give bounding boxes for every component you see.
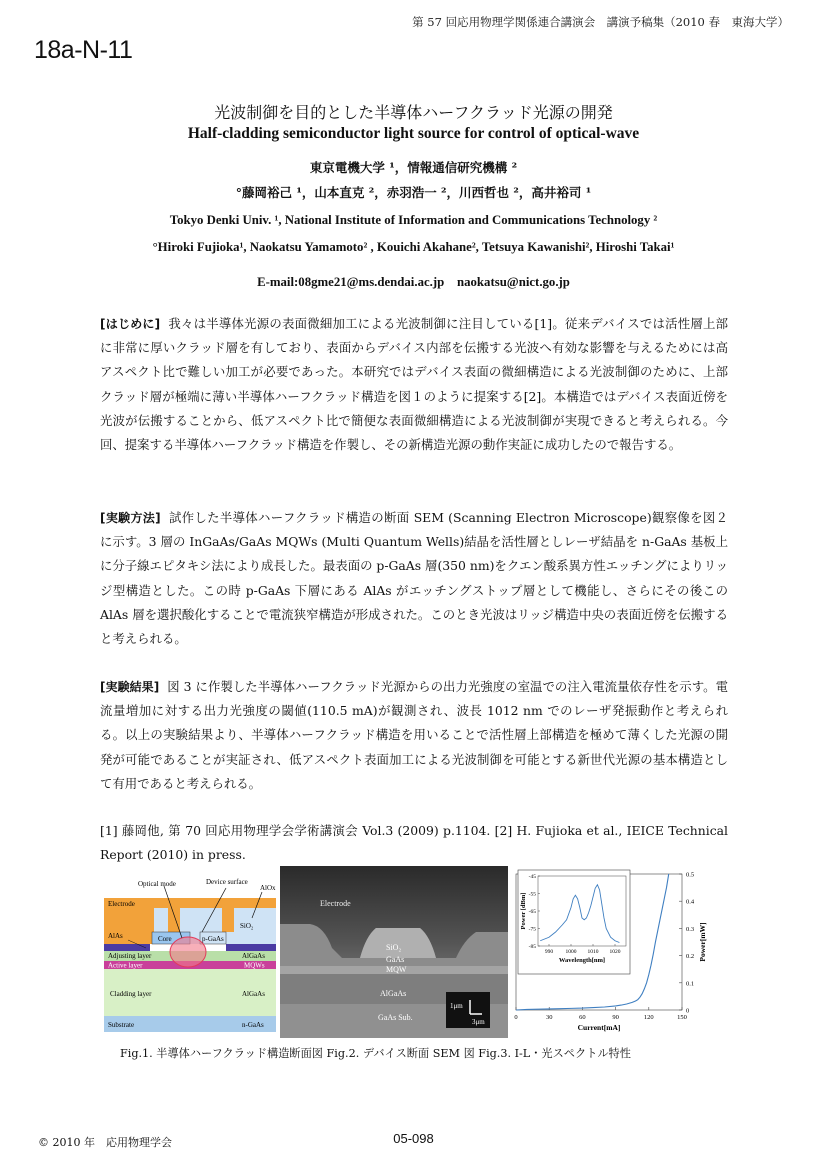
fig1-algaas2-label: AlGaAs <box>242 990 265 998</box>
fig1-alas-left <box>104 944 150 951</box>
fig2-gaas-label: GaAs <box>386 955 405 964</box>
fig1-adjusting-label: Adjusting layer <box>108 952 152 960</box>
fig1-electrode-right <box>222 908 234 932</box>
inset-y-tick-label: -85 <box>528 944 536 950</box>
inset-y-tick-label: -45 <box>528 874 536 880</box>
inset-y-tick-label: -55 <box>528 891 536 898</box>
paper-code: 18a-N-11 <box>34 36 133 64</box>
fig1-cladding-label: Cladding layer <box>110 990 152 998</box>
section-heading: [実験方法] <box>100 511 161 525</box>
x-tick-label: 30 <box>545 1014 553 1021</box>
section-method <box>100 506 728 651</box>
email-line: E-mail:08gme21@ms.dendai.ac.jp naokatsu@nict.go.jp <box>257 275 570 289</box>
fig2-scale1-label: 1μm <box>450 1002 463 1010</box>
fig1-electrode-mid <box>168 908 180 932</box>
affiliations-japanese: 東京電機大学 ¹，情報通信研究機構 ² <box>309 160 518 175</box>
fig1-active-label: Active layer <box>108 961 143 970</box>
fig3-il-chart <box>508 866 727 1038</box>
inset-x-axis-label: Wavelength[nm] <box>558 957 606 964</box>
y-tick-label: 0 <box>686 1007 690 1015</box>
y-tick-label: 0.2 <box>686 953 695 961</box>
y-tick-label: 0.3 <box>686 925 695 933</box>
fig1-alas-right <box>226 944 276 951</box>
x-tick-label: 0 <box>514 1014 518 1021</box>
fig2-substrate-label: GaAs Sub. <box>378 1013 413 1022</box>
fig1-substrate-label: Substrate <box>108 1021 135 1029</box>
x-axis-label: Current[mA] <box>577 1023 621 1032</box>
authors-japanese: °藤岡裕己 ¹，山本直克 ²，赤羽浩一 ²，川西哲也 ²，高井裕司 ¹ <box>235 185 592 200</box>
section-body: 試作した半導体ハーフクラッド構造の断面 SEM (Scanning Electron Microscope)観察像を図２に示す。3 層の InGaAs/GaAs MQWs (Multi Quantum Wells)結晶を活性層としレーザ結晶を n-GaAs 基板上に分子線エピタキシ法により成長した。最表面の p-GaAs 層(350 nm)をクエン酸系異方性エッチングによりリッジ型構造とした。この時 p-GaAs 下層にある AlAs がエッチングストップ層として機能し、さらにその後この AlAs 層を選択酸化することで電流狭窄構造が形成された。このとき光波はリッジ構造中央の表面近傍を伝搬すると考えられる。 <box>100 510 728 647</box>
fig1-structure-diagram <box>102 866 280 1038</box>
fig1-algaas1-label: AlGaAs <box>242 952 265 960</box>
y-tick-label: 0.4 <box>686 898 695 906</box>
inset-x-tick-label: 1010 <box>587 949 599 955</box>
fig1-alas-label: AlAs <box>108 932 123 940</box>
y-axis-label: Power[mW] <box>698 922 707 962</box>
fig2-scale2-label: 3μm <box>472 1018 485 1026</box>
inset-y-axis-label: Power [dBm] <box>520 892 527 930</box>
x-tick-label: 120 <box>643 1014 654 1021</box>
section-body: 図 3 に作製した半導体ハーフクラッド光源からの出力光強度の室温での注入電流量依存性を示す。電流量増加に対する出力光強度の閾値(110.5 mA)が観測され、波長 1012 nm でのレーザ発振動作と考えられる。以上の実験結果より、半導体ハーフクラッド構造を用いることで活性層上部構造を極めて薄くした光源の開発が可能であることが実証され、低アスペクト表面加工による光波制御を可能とする新世代光源の基本構造として有用であると考えられる。 <box>100 679 728 791</box>
fig2-mqw-label: MQW <box>386 965 407 974</box>
inset-x-tick-label: 990 <box>544 949 554 955</box>
copyright: © 2010 年 応用物理学会 <box>38 1136 172 1149</box>
fig2-electrode-label: Electrode <box>320 899 351 908</box>
fig1-optical-mode-label: Optical mode <box>138 880 176 888</box>
fig1-ngaas-label: n-GaAs <box>242 1021 264 1029</box>
section-heading: [実験結果] <box>100 680 160 694</box>
inset-y-tick-label: -75 <box>528 926 536 933</box>
fig1-alox-label: AlOx <box>260 884 276 892</box>
y-tick-label: 0.1 <box>686 980 695 988</box>
fig1-electrode-label: Electrode <box>108 900 135 908</box>
figure-row <box>102 866 727 1038</box>
x-tick-label: 150 <box>677 1014 687 1021</box>
fig2-sem-image <box>280 866 508 1038</box>
chart-inset-spectrum <box>518 870 630 974</box>
fig1-sio2-label: SiO₂ <box>240 922 254 930</box>
x-tick-label: 60 <box>579 1014 586 1021</box>
x-tick-label: 90 <box>612 1014 619 1021</box>
title-japanese: 光波制御を目的とした半導体ハーフクラッド光源の開発 <box>214 103 613 122</box>
inset-x-tick-label: 1020 <box>609 949 621 955</box>
fig1-optical-mode <box>170 937 206 967</box>
fig2-algaas-label: AlGaAs <box>380 989 407 998</box>
section-results <box>100 675 728 796</box>
references: [1] 藤岡他, 第 70 回応用物理学会学術講演会 Vol.3 (2009) p.1104. [2] H. Fujioka et al., IEICE Technical Report (2010) in press. <box>100 823 728 863</box>
page-number: 05-098 <box>393 1131 434 1146</box>
section-body: 我々は半導体光源の表面微細加工による光波制御に注目している[1]。従来デバイスでは活性層上部に非常に厚いクラッド層を有しており、表面からデバイス内部を伝搬する光波へ有効な影響を与えるためには高アスペクト比で難しい加工が必要であった。本研究ではデバイス表面の微細構造による光波制御のために、上部クラッド層が極端に薄い半導体ハーフクラッド構造を図１のように提案する[2]。本構造ではデバイス表面近傍を光波が伝搬することから、低アスペクト比で簡便な表面微細構造による光波制御が実現できると考えられる。今回、提案する半導体ハーフクラッド構造を作製し、その新構造光源の動作実証に成功したので報告する。 <box>100 316 728 453</box>
section-heading: [はじめに] <box>100 317 161 331</box>
title-english: Half-cladding semiconductor light source for control of optical-wave <box>187 125 640 142</box>
figure-caption: Fig.1. 半導体ハーフクラッド構造断面図 Fig.2. デバイス断面 SEM 図 Fig.3. I-L・光スペクトル特性 <box>120 1047 631 1060</box>
fig1-core-label: Core <box>158 935 172 943</box>
fig1-mqws-label: MQWs <box>244 961 265 970</box>
fig1-pgaas-label: p-GaAs <box>202 935 224 943</box>
inset-x-tick-label: 1000 <box>565 949 577 955</box>
fig2-sio2-label: SiO₂ <box>386 943 402 952</box>
authors-english: °Hiroki Fujioka¹, Naokatsu Yamamoto² , Kouichi Akahane², Tetsuya Kawanishi², Hiroshi Takai¹ <box>152 240 675 254</box>
conference-header: 第 57 回応用物理学関係連合講演会 講演予稿集（2010 春 東海大学） <box>412 15 789 29</box>
fig1-device-surface-label: Device surface <box>206 878 248 886</box>
affiliations-english: Tokyo Denki Univ. ¹, National Institute of Information and Communications Technology ² <box>169 213 658 227</box>
inset-y-tick-label: -65 <box>528 909 536 915</box>
y-tick-label: 0.5 <box>686 871 695 879</box>
section-introduction <box>100 312 728 457</box>
